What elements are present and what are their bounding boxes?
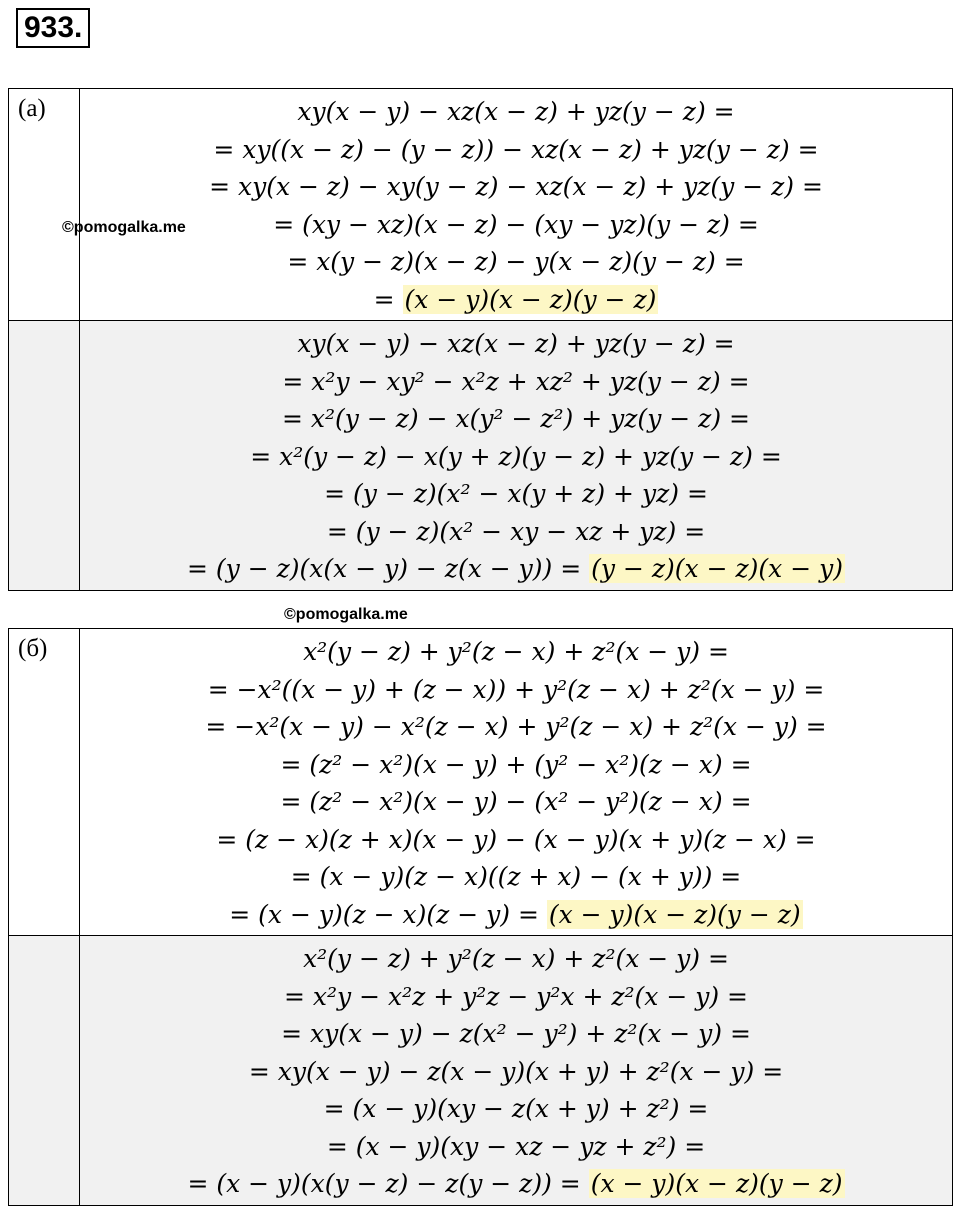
answer-highlight: (x − y)(x − z)(y − z) (404, 284, 657, 314)
equation-text: = xy(x − z) − xy(y − z) − xz(x − z) + yz(y − z) = (209, 172, 823, 201)
problem-number: 933. (16, 8, 90, 48)
equation-line (80, 281, 952, 319)
equation-line (80, 513, 952, 551)
equation-text: = (x − y)(xy − z(x + y) + z²) = (323, 1094, 709, 1123)
equation-line (80, 206, 952, 244)
equation-line (80, 1090, 952, 1128)
watermark: ©pomogalka.me (284, 606, 408, 623)
equation-list (80, 629, 952, 935)
equation-text: = (x − y)(xy − xz − yz + z²) = (326, 1131, 706, 1161)
equation-line (80, 1165, 952, 1203)
equation-line (80, 168, 952, 206)
equation-text: xy(x − y) − xz(x − z) + yz(y − z) = (297, 97, 735, 126)
equation-text: = (z² − x²)(x − y) − (x² − y²)(z − x) = (280, 787, 752, 816)
equation-line (80, 633, 952, 671)
equation-list (80, 936, 952, 1205)
equation-list (80, 89, 952, 320)
equation-line (80, 363, 952, 401)
equation-line (80, 243, 952, 281)
equation-text: = x²y − xy² − x²z + xz² + yz(y − z) = (282, 366, 750, 396)
equation-line (80, 821, 952, 859)
equation-text: = (x − y)(x(y − z) − z(y − z)) = (187, 1169, 589, 1198)
equation-text: = x²(y − z) − x(y² − z²) + yz(y − z) = (282, 404, 750, 433)
equation-text: = x(y − z)(x − z) − y(x − z)(y − z) = (287, 247, 745, 276)
equation-line (80, 978, 952, 1016)
empty-label-cell (9, 321, 80, 590)
part-a-method-2 (9, 320, 952, 590)
equation-text: = (x − y)(z − x)(z − y) = (229, 899, 547, 929)
part-a-label: (а) (9, 89, 80, 320)
part-b-method-1 (9, 629, 952, 935)
equation-text: = (x − y)(z − x)((z + x) − (x + y)) = (290, 862, 742, 891)
solution-table-a (8, 88, 953, 591)
equation-text: = (y − z)(x² − xy − xz + yz) = (326, 516, 706, 546)
equation-text: = −x²((x − y) + (z − x)) + y²(z − x) + z²(x − y) = (207, 674, 825, 704)
equation-line (80, 1128, 952, 1166)
empty-label-cell (9, 936, 80, 1205)
equation-text: = (xy − xz)(x − z) − (xy − yz)(y − z) = (273, 209, 759, 239)
equation-text: = (y − z)(x² − x(y + z) + yz) = (324, 479, 708, 508)
equation-line (80, 1053, 952, 1091)
equation-line (80, 438, 952, 476)
answer-highlight: (x − y)(x − z)(y − z) (590, 1169, 843, 1198)
equation-line (80, 400, 952, 438)
answer-highlight: (x − y)(x − z)(y − z) (548, 899, 801, 929)
equation-text: = xy(x − y) − z(x² − y²) + z²(x − y) = (281, 1019, 751, 1048)
equation-line (80, 671, 952, 709)
part-b-label: (б) (9, 629, 80, 935)
equation-line (80, 550, 952, 588)
equation-text: = (y − z)(x(x − y) − z(x − y)) = (187, 554, 590, 583)
equation-line (80, 783, 952, 821)
equation-text: = −x²(x − y) − x²(z − x) + y²(z − x) + z²(x − y) = (205, 712, 827, 741)
equation-text: = xy(x − y) − z(x − y)(x + y) + z²(x − y) = (248, 1056, 784, 1086)
equation-text: = xy((x − z) − (y − z)) − xz(x − z) + yz(y − z) = (213, 134, 819, 164)
equation-line (80, 1015, 952, 1053)
equation-line (80, 896, 952, 934)
equation-line (80, 746, 952, 784)
answer-highlight: (y − z)(x − z)(x − y) (591, 554, 843, 583)
equation-line (80, 475, 952, 513)
equation-text: x²(y − z) + y²(z − x) + z²(x − y) = (303, 637, 729, 666)
equation-text: xy(x − y) − xz(x − z) + yz(y − z) = (297, 329, 735, 358)
equation-text: x²(y − z) + y²(z − x) + z²(x − y) = (303, 944, 729, 973)
equation-line (80, 131, 952, 169)
equation-text: = (373, 284, 403, 314)
equation-text: = (z² − x²)(x − y) + (y² − x²)(z − x) = (280, 749, 752, 779)
equation-list (80, 321, 952, 590)
equation-line (80, 93, 952, 131)
equation-line (80, 325, 952, 363)
part-b-method-2 (9, 935, 952, 1205)
equation-text: = (z − x)(z + x)(x − y) − (x − y)(x + y)(z − x) = (216, 824, 816, 854)
equation-line (80, 940, 952, 978)
equation-line (80, 708, 952, 746)
equation-text: = x²(y − z) − x(y + z)(y − z) + yz(y − z) = (250, 441, 782, 471)
watermark: ©pomogalka.me (62, 219, 186, 236)
part-a-method-1 (9, 89, 952, 320)
solution-table-b (8, 628, 953, 1206)
equation-line (80, 858, 952, 896)
equation-text: = x²y − x²z + y²z − y²x + z²(x − y) = (283, 981, 748, 1011)
